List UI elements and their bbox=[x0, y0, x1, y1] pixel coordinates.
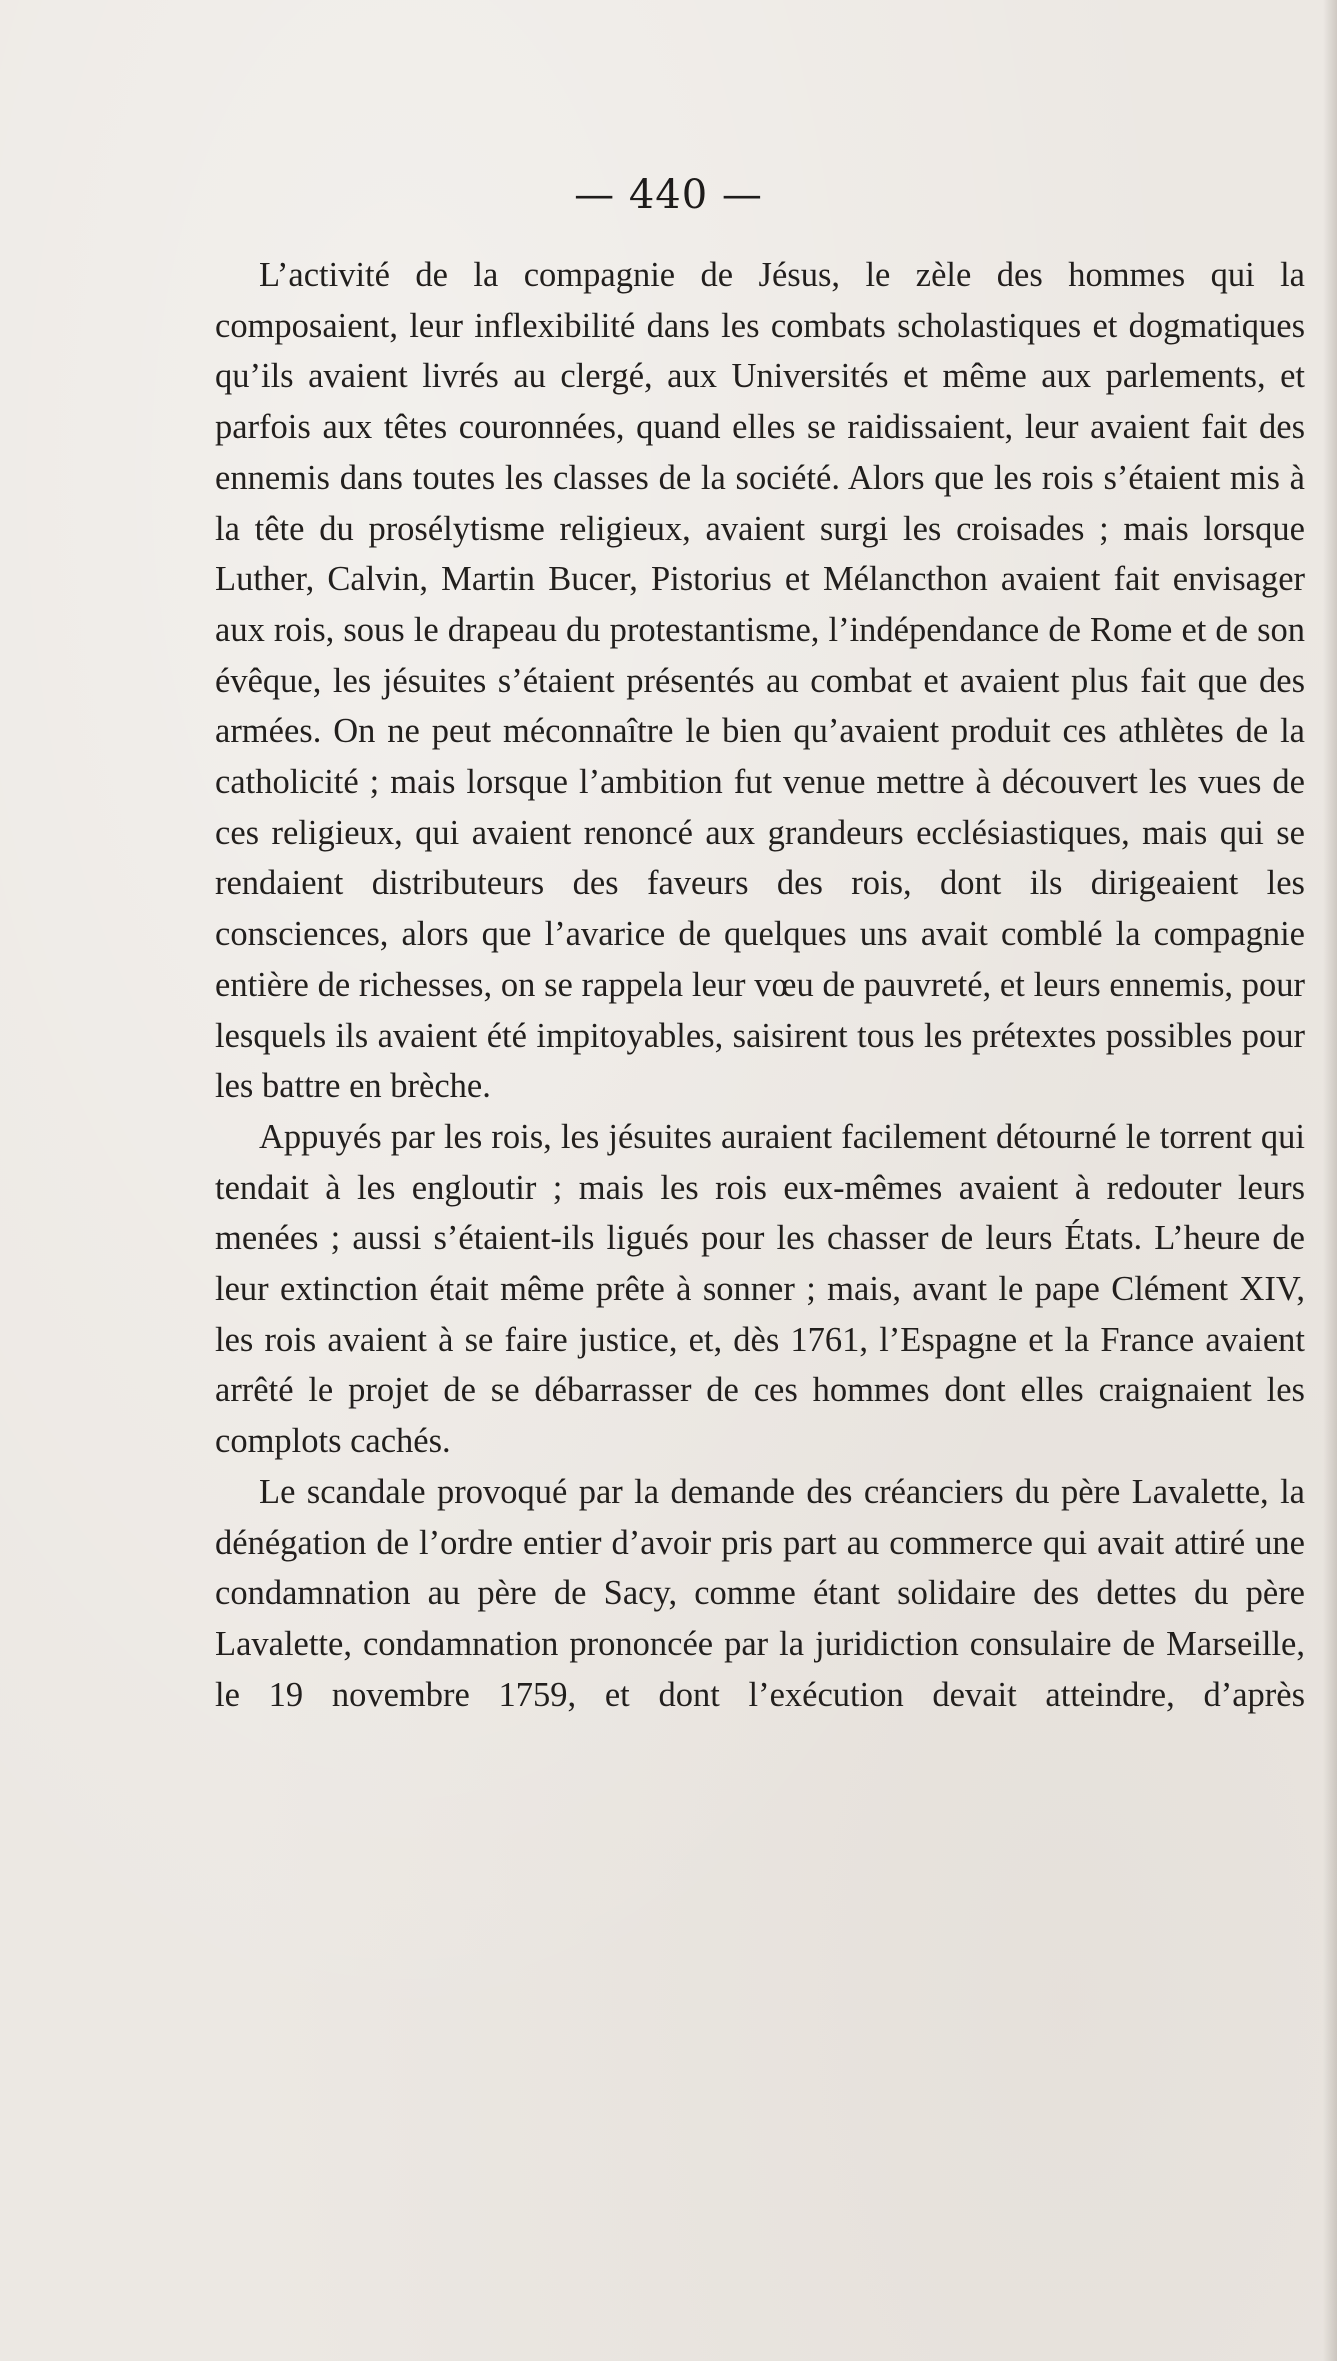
paragraph-2: Appuyés par les rois, les jésuites auraient facilement détourné le torrent qui tendait à les engloutir ; mais les rois eux-mêmes avaient à redouter leurs menées ; aussi s’étaient-ils ligués pour les chasser de leurs États. L’heure de leur extinction était même prête à sonner ; mais, avant le pape Clément XIV, les rois avaient à se faire justice, et, dès 1761, l’Espagne et la France avaient arrêté le projet de se débarrasser de ces hommes dont elles craignaient les complots cachés. bbox=[215, 1117, 1305, 1461]
paragraph-1: L’activité de la compagnie de Jésus, le zèle des hommes qui la composaient, leur inflexibilité dans les combats scholastiques et dogmatiques qu’ils avaient livrés au clergé, aux Universités et même aux parlements, et parfois aux têtes couronnées, quand elles se raidissaient, leur avaient fait des ennemis dans toutes les classes de la société. Alors que les rois s’étaient mis à la tête du prosélytisme religieux, avaient surgi les croisades ; mais lorsque Luther, Calvin, Martin Bucer, Pistorius et Mélancthon avaient fait envisager aux rois, sous le drapeau du protestantisme, l’indépendance de Rome et de son évêque, les jésuites s’étaient présentés au combat et avaient plus fait que des armées. On ne peut méconnaître le bien qu’avaient produit ces athlètes de la catholicité ; mais lorsque l’ambition fut venue mettre à découvert les vues de ces religieux, qui avaient renoncé aux grandeurs ecclésiastiques, mais qui se rendaient distributeurs des faveurs des rois, dont ils dirigeaient les consciences, alors que l’avarice de quelques uns avait comblé la compagnie entière de richesses, on se rappela leur vœu de pauvreté, et leurs ennemis, pour lesquels ils avaient été impitoyables, saisirent tous les prétextes possibles pour les battre en brèche. bbox=[215, 256, 1305, 1106]
page-edge-shadow bbox=[1323, 0, 1337, 2361]
body-text bbox=[215, 250, 1305, 1720]
paragraph-3: Le scandale provoqué par la demande des créanciers du père Lavalette, la dénégation de l’ordre entier d’avoir pris part au commerce qui avait attiré une condamnation au père de Sacy, comme étant solidaire des dettes du père Lavalette, condamnation prononcée par la juridiction consulaire de Marseille, le 19 novembre 1759, et dont l’exécution devait atteindre, d’après bbox=[215, 1472, 1305, 1714]
page-number: — 440 — bbox=[574, 172, 763, 218]
